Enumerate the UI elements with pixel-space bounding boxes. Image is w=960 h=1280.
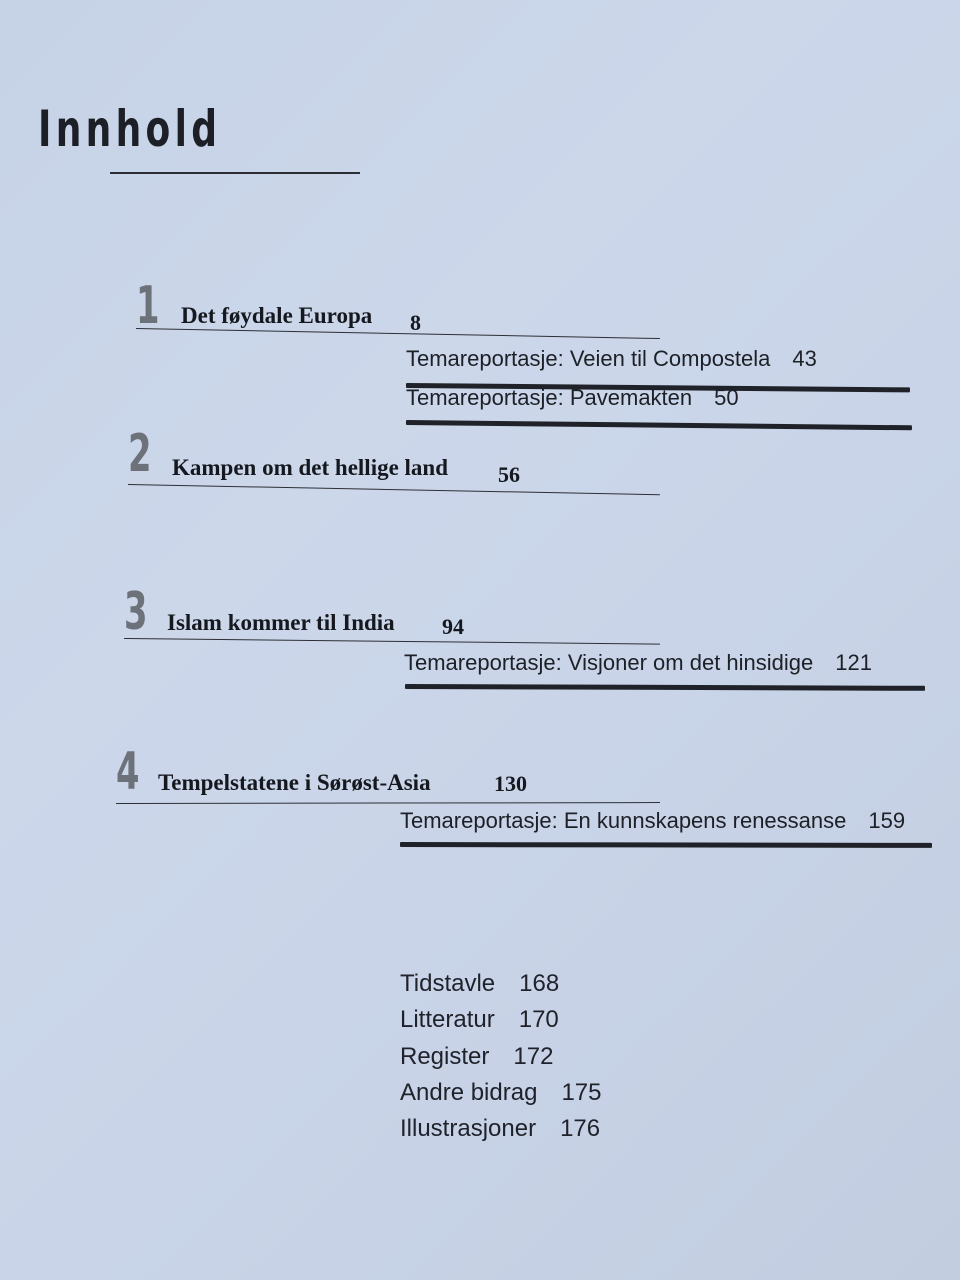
title-underline (110, 172, 360, 174)
back-matter-label: Illustrasjoner (400, 1115, 537, 1142)
back-matter-page: 172 (513, 1043, 554, 1070)
theme-rule (405, 684, 925, 691)
theme-label: Temareportasje: Veien til Compostela (406, 346, 771, 371)
theme-entry (406, 346, 817, 372)
chapter-rule (128, 484, 660, 495)
back-matter-page: 176 (560, 1115, 601, 1142)
theme-label: Temareportasje: Visjoner om det hinsidige (404, 650, 814, 675)
chapter-page: 56 (498, 462, 520, 487)
theme-rule (406, 420, 912, 430)
chapter-title: Kampen om det hellige land (172, 455, 449, 480)
chapter-page: 130 (494, 771, 527, 796)
theme-rule (400, 842, 932, 848)
back-matter-label: Tidstavle (400, 970, 496, 997)
theme-label: Temareportasje: Pavemakten (406, 385, 693, 410)
back-matter-item (400, 1115, 600, 1143)
chapter-number: 3 (124, 582, 148, 642)
chapter-rule (116, 802, 660, 804)
theme-entry (404, 650, 872, 676)
back-matter-page: 168 (519, 970, 560, 997)
chapter-title: Tempelstatene i Sørøst-Asia (158, 770, 431, 795)
theme-entry (400, 808, 905, 834)
back-matter-item (400, 970, 559, 998)
back-matter-item (400, 1079, 601, 1107)
chapter-number: 2 (128, 424, 152, 484)
chapter-title: Det føydale Europa (181, 303, 373, 328)
back-matter-label: Litteratur (400, 1006, 495, 1033)
chapter-number: 1 (136, 276, 160, 336)
back-matter-label: Register (400, 1043, 490, 1070)
chapter-rule (124, 638, 660, 645)
back-matter-page: 170 (518, 1006, 559, 1033)
theme-page: 50 (714, 385, 739, 410)
chapter-page: 8 (410, 310, 421, 335)
back-matter-page: 175 (561, 1079, 602, 1106)
back-matter-item (400, 1006, 559, 1034)
theme-label: Temareportasje: En kunnskapens renessanse (400, 808, 847, 833)
chapter-number: 4 (116, 742, 140, 802)
chapter-page: 94 (442, 614, 464, 639)
page-title: Innhold (38, 100, 222, 158)
theme-page: 43 (792, 346, 817, 371)
back-matter-label: Andre bidrag (400, 1079, 538, 1106)
chapter-rule (136, 328, 660, 339)
theme-entry (406, 385, 739, 411)
chapter-title: Islam kommer til India (167, 610, 395, 635)
theme-page: 121 (835, 650, 872, 675)
theme-page: 159 (868, 808, 906, 833)
back-matter-item (400, 1043, 553, 1071)
